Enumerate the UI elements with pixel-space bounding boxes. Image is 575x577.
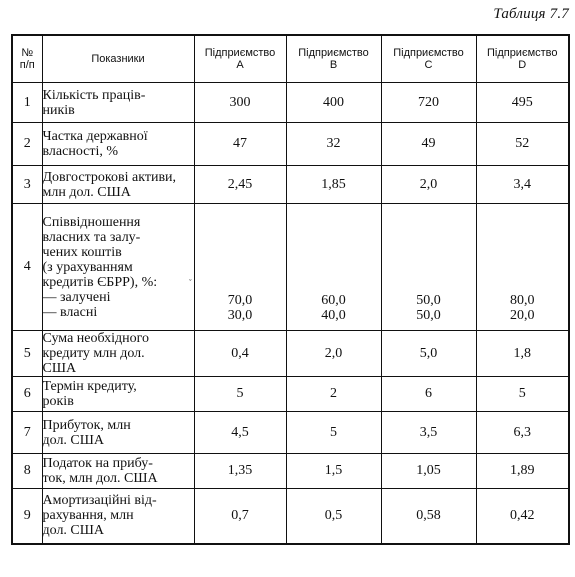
row-number: 2 [12,123,42,166]
value-stack [510,293,535,323]
value-cell: 1,85 [286,166,381,204]
indicator-line: Співвідношення [42,214,141,230]
indicator-line: власності, % [42,144,119,159]
value-cell: 1,35 [194,454,286,489]
indicator-line: дол. США [42,432,104,448]
value-stack [228,293,253,323]
value-cell: 6,3 [476,412,569,454]
value-cell: 0,5 [286,489,381,544]
table-row [12,454,569,489]
value-cell: 5 [194,377,286,412]
row-number: 9 [12,489,42,544]
indicator-line: — власні [42,304,98,320]
table-row [12,489,569,544]
row-number: 8 [12,454,42,489]
header-company-d [476,35,569,83]
value-cell [381,204,476,331]
value-stack [321,293,346,323]
indicator-line: Довгострокові активи, [42,169,177,185]
row-number: 5 [12,331,42,377]
value-cell: 4,5 [194,412,286,454]
value-line: 70,0 [227,293,253,308]
table-row [12,83,569,123]
row-indicator [42,204,194,331]
indicator-line: Термін кредиту, [42,379,137,394]
value-cell: 3,4 [476,166,569,204]
row-number: 3 [12,166,42,204]
indicator-line: чених коштів [42,244,122,260]
table-row [12,412,569,454]
value-cell [286,204,381,331]
value-cell: 47 [194,123,286,166]
table-caption: Таблиця 7.7 [493,6,569,22]
header-company-label: Підприємство [204,47,276,59]
indicator-line: Податок на прибу- [42,456,153,471]
indicator-line: (з урахуванням [42,259,133,275]
value-line: 80,0 [510,293,535,308]
table-row [12,204,569,331]
value-cell: 5,0 [381,331,476,377]
stray-mark: ˇ [189,278,192,287]
header-company-letter: C [424,59,433,71]
value-cell: 52 [476,123,569,166]
indicator-line: років [42,394,74,409]
value-cell: 0,4 [194,331,286,377]
header-number [12,35,42,83]
value-line: 50,0 [416,293,441,308]
indicator-line: США [42,361,77,376]
value-cell: 32 [286,123,381,166]
value-cell [194,204,286,331]
table-row [12,123,569,166]
value-cell: 5 [286,412,381,454]
value-cell: 300 [194,83,286,123]
value-cell: 0,58 [381,489,476,544]
indicator-line: Частка державної [42,129,148,144]
header-company-label: Підприємство [486,47,558,59]
row-indicator [42,166,194,204]
header-indicator [42,35,194,83]
row-indicator [42,331,194,377]
row-number: 4 [12,204,42,331]
header-company-letter: D [518,59,527,71]
value-cell: 6 [381,377,476,412]
header-number-line: № [21,47,34,59]
row-indicator [42,454,194,489]
indicator-line: млн дол. США [42,184,131,200]
table-row [12,331,569,377]
value-cell: 400 [286,83,381,123]
indicator-line: рахування, млн [42,508,134,524]
value-cell: 720 [381,83,476,123]
header-company-c [381,35,476,83]
header-company-a [194,35,286,83]
row-indicator [42,83,194,123]
indicator-line: Прибуток, млн [42,417,131,433]
value-cell: 0,7 [194,489,286,544]
header-company-label: Підприємство [298,47,369,59]
header-number-line: п/п [19,59,35,71]
indicator-line: кредиту млн дол. [42,346,145,361]
indicator-line: — залучені [42,289,111,305]
value-cell: 49 [381,123,476,166]
table-row [12,166,569,204]
value-cell: 0,42 [476,489,569,544]
header-company-letter: B [329,59,338,71]
indicator-line: власних та залу- [42,229,141,245]
value-cell [476,204,569,331]
value-cell: 2 [286,377,381,412]
value-cell: 2,45 [194,166,286,204]
header-indicator-label: Показники [91,53,145,65]
value-cell: 5 [476,377,569,412]
indicator-line: кредитів ЄБРР), %: [42,274,158,290]
value-line: 20,0 [510,308,535,323]
data-table [11,34,570,545]
indicator-line: дол. США [42,523,104,539]
value-line: 50,0 [416,308,441,323]
value-line: 60,0 [321,293,346,308]
table-body [12,83,569,544]
value-line: 40,0 [321,308,346,323]
indicator-line: Амортизаційні від- [42,493,157,509]
table-row [12,377,569,412]
header-company-b [286,35,381,83]
row-number: 1 [12,83,42,123]
value-line: 30,0 [227,308,253,323]
row-indicator [42,377,194,412]
row-indicator [42,123,194,166]
value-cell: 3,5 [381,412,476,454]
value-cell: 2,0 [381,166,476,204]
row-number: 7 [12,412,42,454]
value-cell: 1,8 [476,331,569,377]
value-cell: 1,89 [476,454,569,489]
row-number: 6 [12,377,42,412]
indicator-line: Сума необхідного [42,331,149,346]
row-indicator [42,489,194,544]
indicator-line: ток, млн дол. США [42,471,158,486]
indicator-line: Кількість праців- [42,87,146,103]
indicator-line: ників [42,102,75,118]
value-stack [416,293,441,323]
header-company-letter: A [236,59,244,71]
table-header [12,35,569,83]
header-company-label: Підприємство [393,47,464,59]
value-cell: 1,5 [286,454,381,489]
value-cell: 1,05 [381,454,476,489]
row-indicator [42,412,194,454]
value-cell: 2,0 [286,331,381,377]
value-cell: 495 [476,83,569,123]
